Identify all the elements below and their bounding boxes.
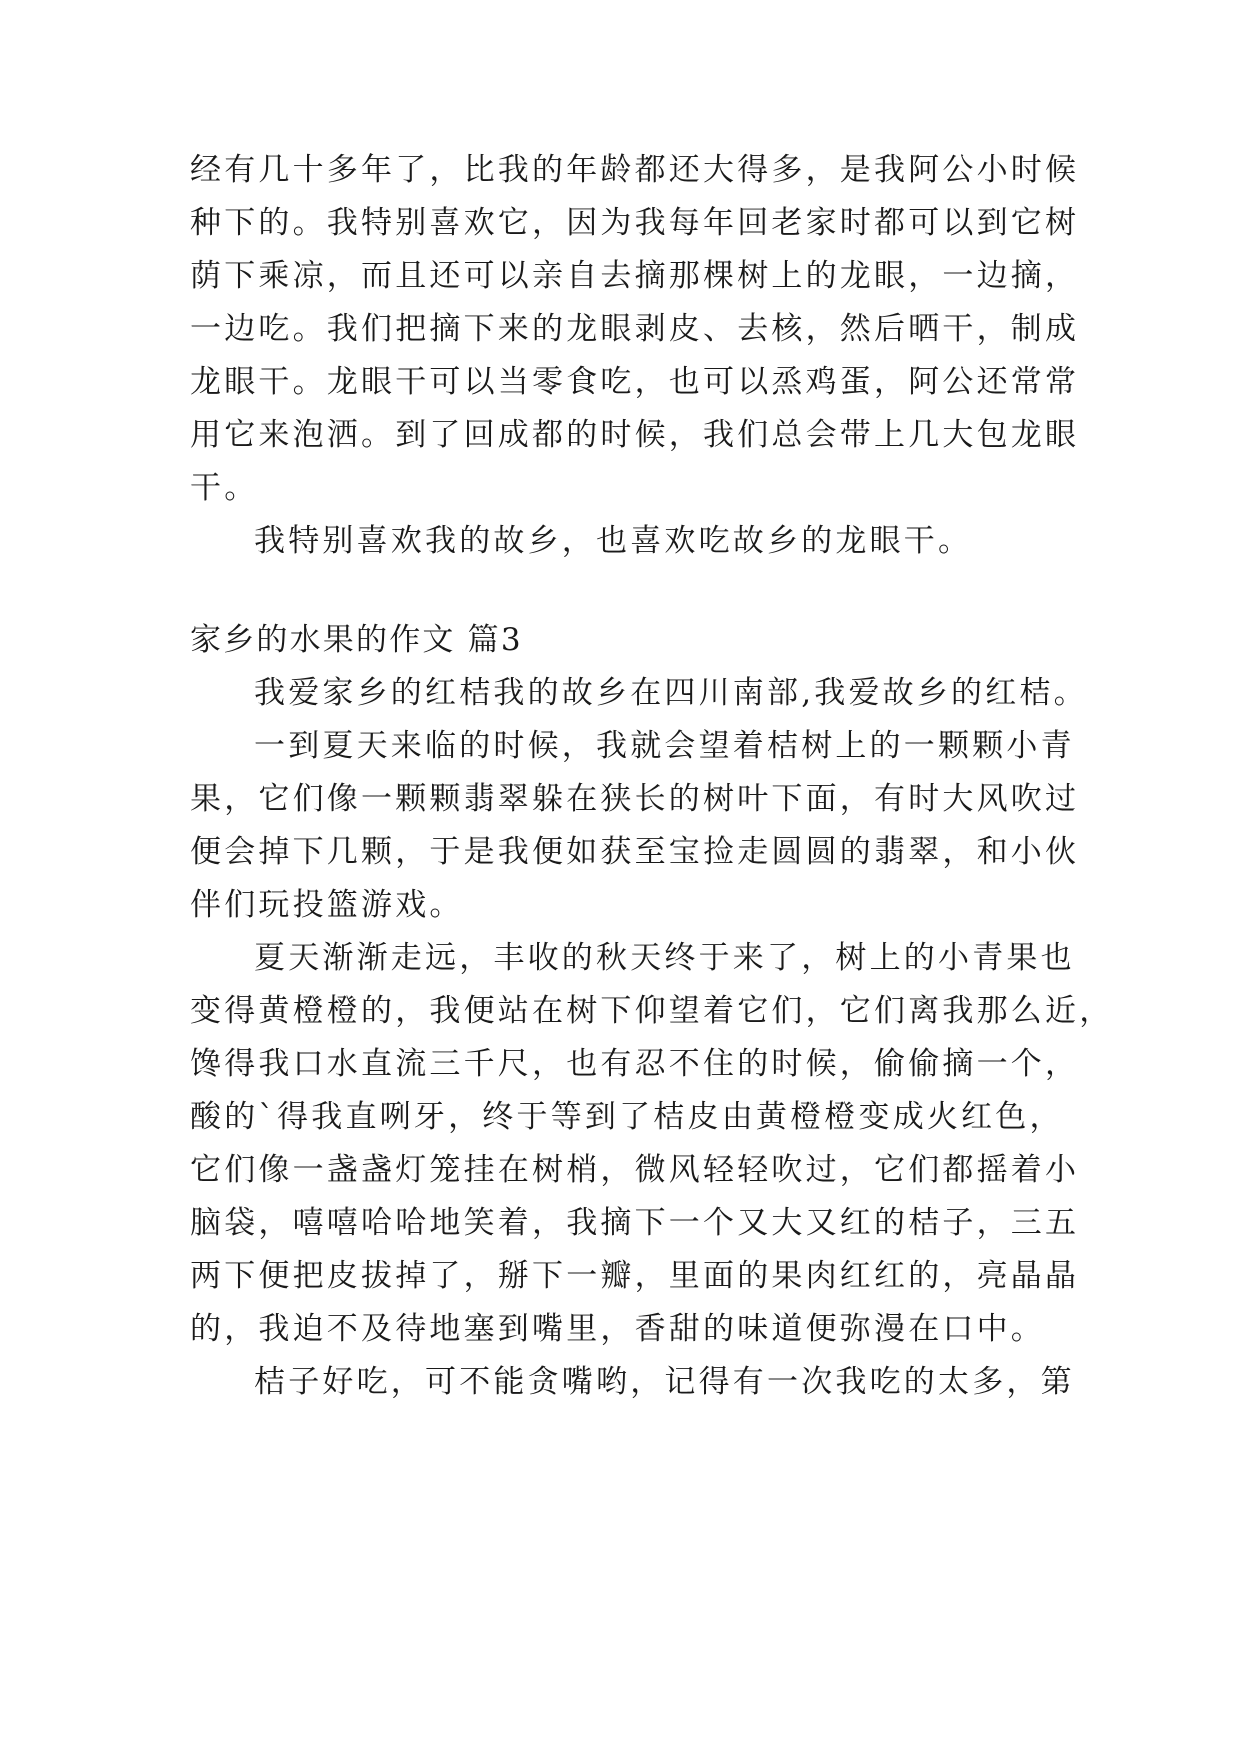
paragraph-line: 夏天渐渐走远，丰收的秋天终于来了，树上的小青果也 [254,940,1075,976]
paragraph-line: 馋得我口水直流三千尺，也有忍不住的时候，偷偷摘一个， [190,1046,1080,1082]
paragraph-line: 种下的。我特别喜欢它，因为我每年回老家时都可以到它树 [190,205,1080,241]
paragraph-line: 我特别喜欢我的故乡，也喜欢吃故乡的龙眼干。 [254,523,973,559]
paragraph-line: 一到夏天来临的时候，我就会望着桔树上的一颗颗小青 [254,728,1075,764]
paragraph-line: 用它来泡洒。到了回成都的时候，我们总会带上几大包龙眼 [190,417,1080,453]
paragraph-line: 果，它们像一颗颗翡翠躲在狭长的树叶下面，有时大风吹过 [190,781,1080,817]
paragraph-line: 经有几十多年了，比我的年龄都还大得多，是我阿公小时候 [190,152,1080,188]
paragraph-line: 桔子好吃，可不能贪嘴哟，记得有一次我吃的太多，第 [254,1364,1075,1400]
section-heading: 家乡的水果的作文 篇3 [190,622,523,658]
paragraph-line: 的，我迫不及待地塞到嘴里，香甜的味道便弥漫在口中。 [190,1311,1045,1347]
paragraph-line: 变得黄橙橙的，我便站在树下仰望着它们，它们离我那么近， [190,993,1114,1029]
paragraph-line: 龙眼干。龙眼干可以当零食吃，也可以烝鸡蛋，阿公还常常 [190,364,1080,400]
paragraph-line: 一边吃。我们把摘下来的龙眼剥皮、去核，然后晒干，制成 [190,311,1080,347]
paragraph-line: 荫下乘凉，而且还可以亲自去摘那棵树上的龙眼，一边摘， [190,258,1080,294]
paragraph-line: 伴们玩投篮游戏。 [190,887,464,923]
paragraph-line: 脑袋，嘻嘻哈哈地笑着，我摘下一个又大又红的桔子，三五 [190,1205,1080,1241]
paragraph-line: 它们像一盏盏灯笼挂在树梢，微风轻轻吹过，它们都摇着小 [190,1152,1080,1188]
paragraph-line: 干。 [190,470,259,506]
paragraph-line: 酸的`得我直咧牙，终于等到了桔皮由黄橙橙变成火红色， [190,1099,1064,1135]
paragraph-line: 两下便把皮拔掉了，掰下一瓣，里面的果肉红红的，亮晶晶 [190,1258,1080,1294]
paragraph-line: 便会掉下几颗，于是我便如获至宝捡走圆圆的翡翠，和小伙 [190,834,1080,870]
paragraph-line: 我爱家乡的红桔我的故乡在四川南部,我爱故乡的红桔。 [254,675,1088,711]
